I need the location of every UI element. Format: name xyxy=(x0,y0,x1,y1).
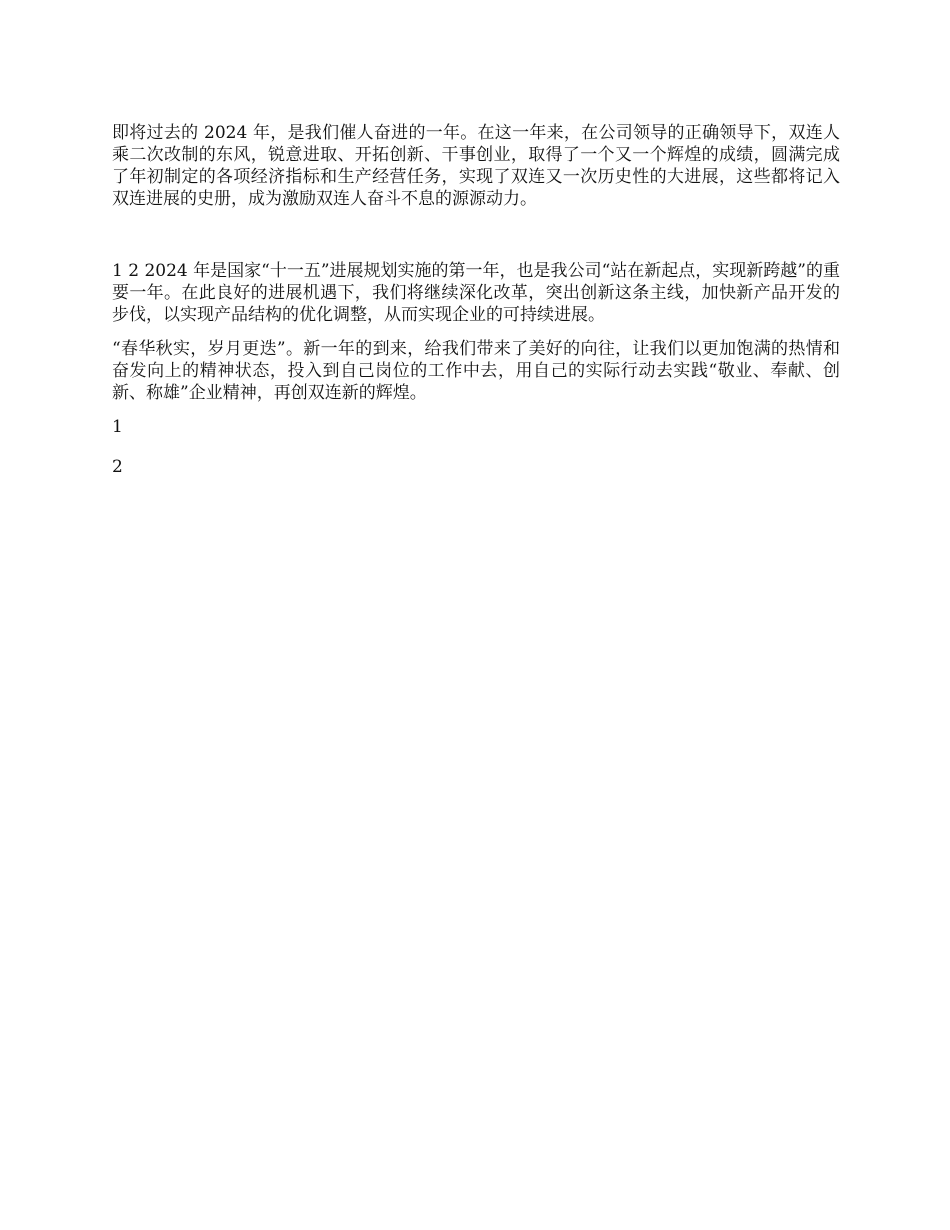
paragraph-outlook: 1 2 2024 年是国家“十一五”进展规划实施的第一年，也是我公司“站在新起点，实现新跨越”的重要一年。在此良好的进展机遇下，我们将继续深化改革，突出创新这条主线，加快新产品开发的步伐，以实现产品结构的优化调整，从而实现企业的可持续进展。 xyxy=(112,261,840,325)
paragraph-closing: “春华秋实，岁月更迭”。新一年的到来，给我们带来了美好的向往，让我们以更加饱满的热情和奋发向上的精神状态，投入到自己岗位的工作中去，用自己的实际行动去实践“敬业、奉献、创新、称雄”企业精神，再创双连新的辉煌。 xyxy=(112,339,840,403)
paragraph-review: 即将过去的 2024 年，是我们催人奋进的一年。在这一年来，在公司领导的正确领导下，双连人乘二次改制的东风，锐意进取、开拓创新、干事创业，取得了一个又一个辉煌的成绩，圆满完成了年初制定的各项经济指标和生产经营任务，实现了双连又一次历史性的大进展，这些都将记入双连进展的史册，成为激励双连人奋斗不息的源源动力。 xyxy=(112,123,840,209)
footnote-mark-2: 2 xyxy=(112,457,123,477)
document-page xyxy=(112,122,840,496)
footnote-mark-1: 1 xyxy=(112,417,123,437)
